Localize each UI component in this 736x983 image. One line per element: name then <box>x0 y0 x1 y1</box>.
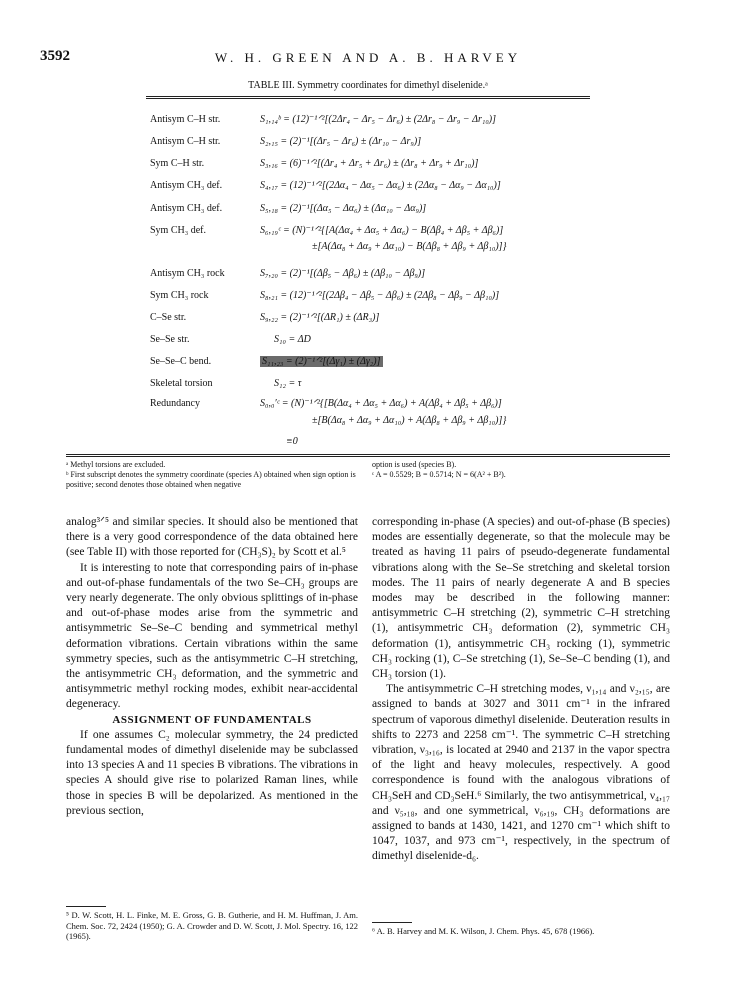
row-equation: S₉,₂₂ = (2)⁻¹ᐟ²[(ΔR₁) ± (ΔR₃)] <box>260 312 380 323</box>
running-head: W. H. GREEN AND A. B. HARVEY <box>214 50 522 65</box>
footnote-rule <box>372 922 412 923</box>
row-equation: S₈,₂₁ = (12)⁻¹ᐟ²[(2Δβ₄ − Δβ₅ − Δβ₆) ± (2Δβ₈ − Δβ₉ − Δβ₁₀)] <box>260 290 500 301</box>
footnote-a: ᵃ Methyl torsions are excluded. <box>66 460 166 469</box>
row-label: Skeletal torsion <box>150 378 213 389</box>
paragraph: It is interesting to note that corresponding pairs of in-phase and out-of-phase fundamentals of the two Se–CH₃ groups are very nearly degenerate. The only obvious splittings of in-phase and out-of-phase modes arise from the symmetric and antisymmetric Se–Se–C bending and symmetrical methyl deformation vibrations. Certain vibrations within the same symmetry species, such as the antisymmetric C–H stretching, the antisymmetric CH₃ deformation, and the symmetric and antisymmetric methyl rocking modes, exhibit near-accidental degeneracy. <box>66 561 358 711</box>
row-equation: S₅,₁₈ = (2)⁻¹[(Δα₅ − Δα₆) ± (Δα₁₀ − Δα₉)] <box>260 203 427 214</box>
table-bottom-rule <box>66 454 670 457</box>
right-footnote: ⁶ A. B. Harvey and M. K. Wilson, J. Chem. Phys. 45, 678 (1966). <box>372 926 595 936</box>
row-equation-cont: ±[A(Δα₈ + Δα₉ + Δα₁₀) − B(Δβ₈ + Δβ₉ + Δβ₁₀)]} <box>312 241 507 252</box>
row-equation: S₁₀ = ΔD <box>274 334 311 345</box>
row-label: Antisym CH₃ rock <box>150 268 225 279</box>
table-footnotes-right <box>372 460 670 480</box>
row-label: Antisym CH₃ def. <box>150 203 223 214</box>
left-footnote: ⁵ D. W. Scott, H. L. Finke, M. E. Gross, G. B. Gutherie, and H. M. Huffman, J. Am. Chem. Soc. 72, 2424 (1950); G. A. Crowder and D. W. Scott, J. Mol. Spectry. 16, 122 (1965). <box>66 910 358 941</box>
row-equation: S₃,₁₆ = (6)⁻¹ᐟ²[(Δr₄ + Δr₅ + Δr₆) ± (Δr₈ + Δr₉ + Δr₁₀)] <box>260 158 479 169</box>
row-equation-cont: ±[B(Δα₈ + Δα₉ + Δα₁₀) + A(Δβ₈ + Δβ₉ + Δβ₁₀)]} <box>312 415 507 426</box>
row-label: Sym CH₃ rock <box>150 290 209 301</box>
row-label: Redundancy <box>150 398 200 409</box>
row-label: Sym C–H str. <box>150 158 205 169</box>
row-equation: S₁₂ = τ <box>274 378 302 389</box>
paragraph: If one assumes C₂ molecular symmetry, the 24 predicted fundamental modes of dimethyl diselenide may be subclassed into 13 species A and 11 species B vibrations. The vibrations in species A should give rise to polarized Raman lines, while those in species B will be depolarized. As mentioned in the previous section, <box>66 728 358 817</box>
row-equation: S₀,₀′ᶜ = (N)⁻¹ᐟ²{[B(Δα₄ + Δα₅ + Δα₆) + A(Δβ₄ + Δβ₅ + Δβ₆)] <box>260 398 502 409</box>
paragraph: The antisymmetric C–H stretching modes, ν₁,₁₄ and ν₂,₁₅, are assigned to bands at 3027 and 3011 cm⁻¹ in the infrared spectrum of vaporous dimethyl diselenide. Deuteration results in shifts to 2273 and 2258 cm⁻¹. The symmetric C–H stretching vibration, ν₃,₁₆, is located at 2940 and 2137 in the vapor spectra of the light and heavy molecules, respectively. A good correspondence is found with the analogous vibrations of CH₃SeH and CD₃SeH.⁶ Similarly, the two antisymmetrical, ν₄,₁₇ and ν₅,₁₈, and one symmetrical, ν₆,₁₉, CH₃ deformations are assigned to bands at 1430, 1421, and 1270 cm⁻¹ which shift to 1047, 1037, and 973 cm⁻¹, respectively, in the spectrum of dimethyl diselenide-d₆. <box>372 683 670 863</box>
footnote-b-cont: option is used (species B). <box>372 460 457 469</box>
row-label: Se–Se str. <box>150 334 190 345</box>
right-column <box>372 515 670 865</box>
row-equation: S₁₁,₂₃ = (2)⁻¹ᐟ²[(Δγ₁) ± (Δγ₂)] <box>262 356 381 367</box>
row-label: Antisym C–H str. <box>150 114 221 125</box>
row-equation: S₇,₂₀ = (2)⁻¹[(Δβ₅ − Δβ₆) ± (Δβ₁₀ − Δβ₉)] <box>260 268 426 279</box>
table-caption: TABLE III. Symmetry coordinates for dimethyl diselenide.ᵃ <box>248 80 488 91</box>
row-label: C–Se str. <box>150 312 187 323</box>
row-equation: S₂,₁₅ = (2)⁻¹[(Δr₅ − Δr₆) ± (Δr₁₀ − Δr₉)] <box>260 136 422 147</box>
paragraph: corresponding in-phase (A species) and out-of-phase (B species) modes are essentially degenerate, so that the molecule may be treated as having 11 pairs of pseudo-degenerate fundamental vibrations along with the Se–Se stretching and skeletal torsion modes. The 11 pairs of nearly degenerate A and B species modes may be described in the following manner: antisymmetric C–H stretching (2), symmetric C–H stretching (1), antisymmetric CH₃ deformation (2), symmetric CH₃ deformation (1), antisymmetric CH₃ rocking (1), symmetric CH₃ rocking (1), C–Se stretching (1), Se–Se–C bending (1), and CH₃ torsion (1). <box>372 516 670 681</box>
footnote-rule <box>66 906 106 907</box>
footnote-b: ᵇ First subscript denotes the symmetry coordinate (species A) obtained when sign option is positive; second denotes those obtained when negative <box>66 470 356 489</box>
row-label: Antisym CH₃ def. <box>150 180 223 191</box>
row-equation: S₁,₁₄ᵇ = (12)⁻¹ᐟ²[(2Δr₄ − Δr₅ − Δr₆) ± (2Δr₈ − Δr₉ − Δr₁₀)] <box>260 114 497 125</box>
footnote-c: ᶜ A = 0.5529; B = 0.5714; N = 6(A² + B²). <box>372 470 506 479</box>
row-equation: S₄,₁₇ = (12)⁻¹ᐟ²[(2Δα₄ − Δα₅ − Δα₆) ± (2Δα₈ − Δα₉ − Δα₁₀)] <box>260 180 501 191</box>
row-label: Se–Se–C bend. <box>150 356 212 367</box>
row-label: Sym CH₃ def. <box>150 225 206 236</box>
section-heading: ASSIGNMENT OF FUNDAMENTALS <box>112 713 312 726</box>
left-column <box>66 515 358 819</box>
row-equation-identity: ≡0 <box>286 436 298 447</box>
table-top-rule <box>146 96 590 99</box>
row-equation: S₆,₁₉ᶜ = (N)⁻¹ᐟ²{[A(Δα₄ + Δα₅ + Δα₆) − B(Δβ₄ + Δβ₅ + Δβ₆)] <box>260 225 504 236</box>
row-label: Antisym C–H str. <box>150 136 221 147</box>
table-footnotes-left <box>66 460 360 490</box>
paragraph: analog³ᐟ⁵ and similar species. It should also be mentioned that there is a very good correspondence of the data obtained here (see Table II) with those reported for (CH₃S)₂ by Scott et al.⁵ <box>66 516 358 559</box>
page-number: 3592 <box>40 48 70 64</box>
